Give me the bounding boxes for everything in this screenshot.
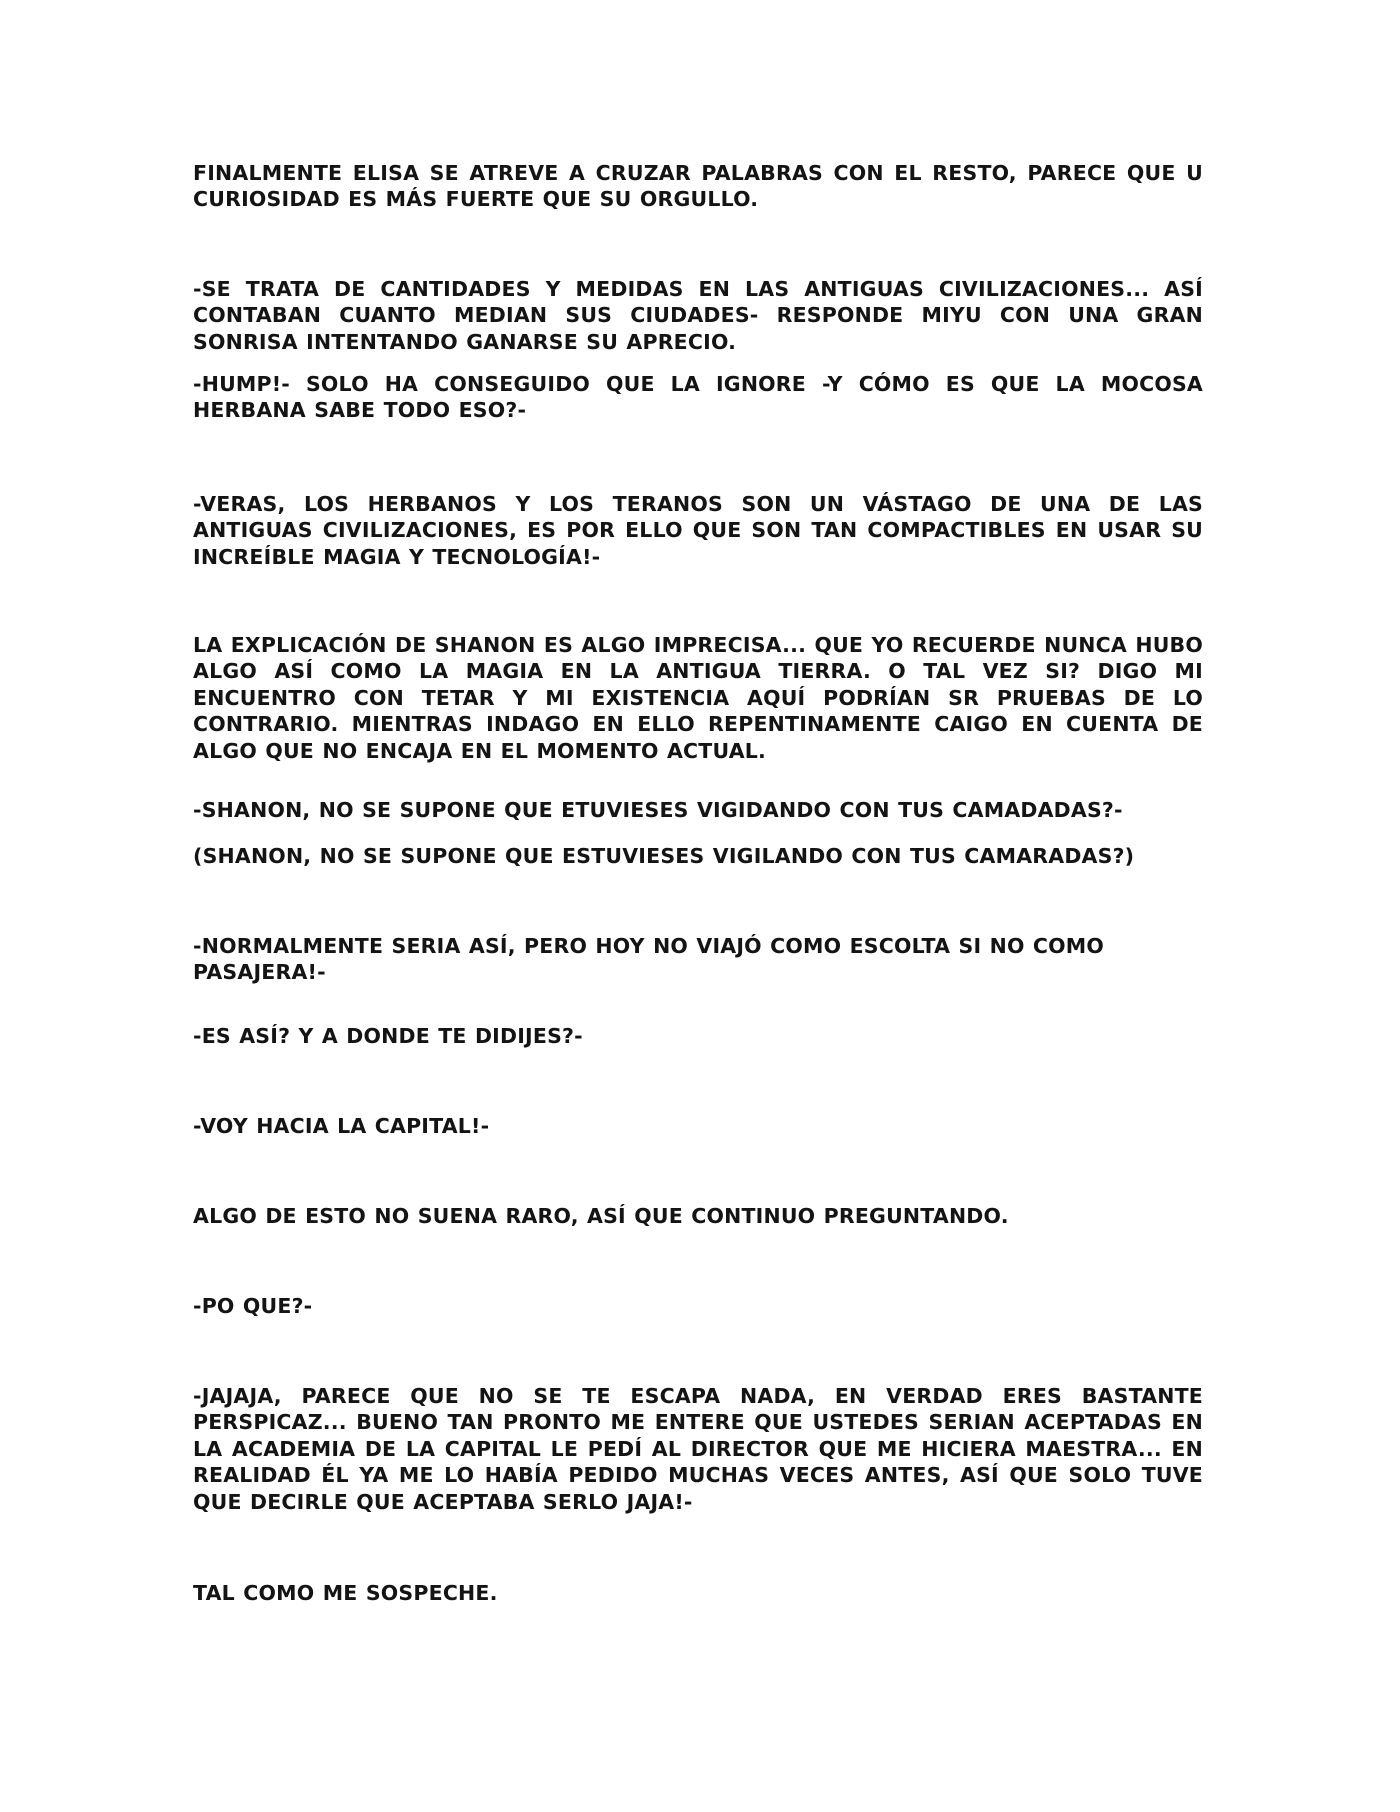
paragraph-dialogue-elisa: -HUMP!- SOLO HA CONSEGUIDO QUE LA IGNORE -Y CÓMO ES QUE LA MOCOSA HERBANA SABE TODO ESO?-	[193, 372, 1203, 423]
paragraph-narration-continue: ALGO DE ESTO NO SUENA RARO, ASÍ QUE CONTINUO PREGUNTANDO.	[193, 1204, 1009, 1228]
paragraph-dialogue-shanon-passenger: -NORMALMENTE SERIA ASÍ, PERO HOY NO VIAJÓ COMO ESCOLTA SI NO COMO PASAJERA!-	[193, 934, 1105, 985]
paragraph-dialogue-capital: -VOY HACIA LA CAPITAL!-	[193, 1114, 490, 1138]
paragraph-narration-elisa: FINALMENTE ELISA SE ATREVE A CRUZAR PALABRAS CON EL RESTO, PARECE QUE U CURIOSIDAD ES MÁS FUERTE QUE SU ORGULLO.	[193, 161, 1203, 212]
paragraph-dialogue-where: -ES ASÍ? Y A DONDE TE DIDIJES?-	[193, 1024, 583, 1048]
paragraph-dialogue-miyu: -SE TRATA DE CANTIDADES Y MEDIDAS EN LAS ANTIGUAS CIVILIZACIONES... ASÍ CONTABAN CUANTO MEDIAN SUS CIUDADES- RESPONDE MIYU CON UNA GRAN SONRISA INTENTANDO GANARSE SU APRECIO.	[193, 277, 1203, 354]
paragraph-dialogue-question: -SHANON, NO SE SUPONE QUE ETUVIESES VIGIDANDO CON TUS CAMADADAS?-	[193, 798, 1123, 822]
paragraph-dialogue-shanon-explanation: -VERAS, LOS HERBANOS Y LOS TERANOS SON UN VÁSTAGO DE UNA DE LAS ANTIGUAS CIVILIZACIONES, ES POR ELLO QUE SON TAN COMPACTIBLES EN USAR SU INCREÍBLE MAGIA Y TECNOLOGÍA!-	[193, 492, 1203, 569]
paragraph-dialogue-why: -PO QUE?-	[193, 1294, 313, 1318]
paragraph-dialogue-shanon-academy: -JAJAJA, PARECE QUE NO SE TE ESCAPA NADA, EN VERDAD ERES BASTANTE PERSPICAZ... BUENO TAN PRONTO ME ENTERE QUE USTEDES SERIAN ACEPTADAS EN LA ACADEMIA DE LA CAPITAL LE PEDÍ AL DIRECTOR QUE ME HICIERA MAESTRA... EN REALIDAD ÉL YA ME LO HABÍA PEDIDO MUCHAS VECES ANTES, ASÍ QUE SOLO TUVE QUE DECIRLE QUE ACEPTABA SERLO JAJA!-	[193, 1384, 1203, 1514]
paragraph-narration-closing: TAL COMO ME SOSPECHE.	[193, 1581, 498, 1605]
paragraph-dialogue-translation: (SHANON, NO SE SUPONE QUE ESTUVIESES VIGILANDO CON TUS CAMARADAS?)	[193, 844, 1135, 868]
paragraph-narration-reflection: LA EXPLICACIÓN DE SHANON ES ALGO IMPRECISA... QUE YO RECUERDE NUNCA HUBO ALGO ASÍ COMO LA MAGIA EN LA ANTIGUA TIERRA. O TAL VEZ SI? DIGO MI ENCUENTRO CON TETAR Y MI EXISTENCIA AQUÍ PODRÍAN SR PRUEBAS DE LO CONTRARIO. MIENTRAS INDAGO EN ELLO REPENTINAMENTE CAIGO EN CUENTA DE ALGO QUE NO ENCAJA EN EL MOMENTO ACTUAL.	[193, 633, 1203, 763]
